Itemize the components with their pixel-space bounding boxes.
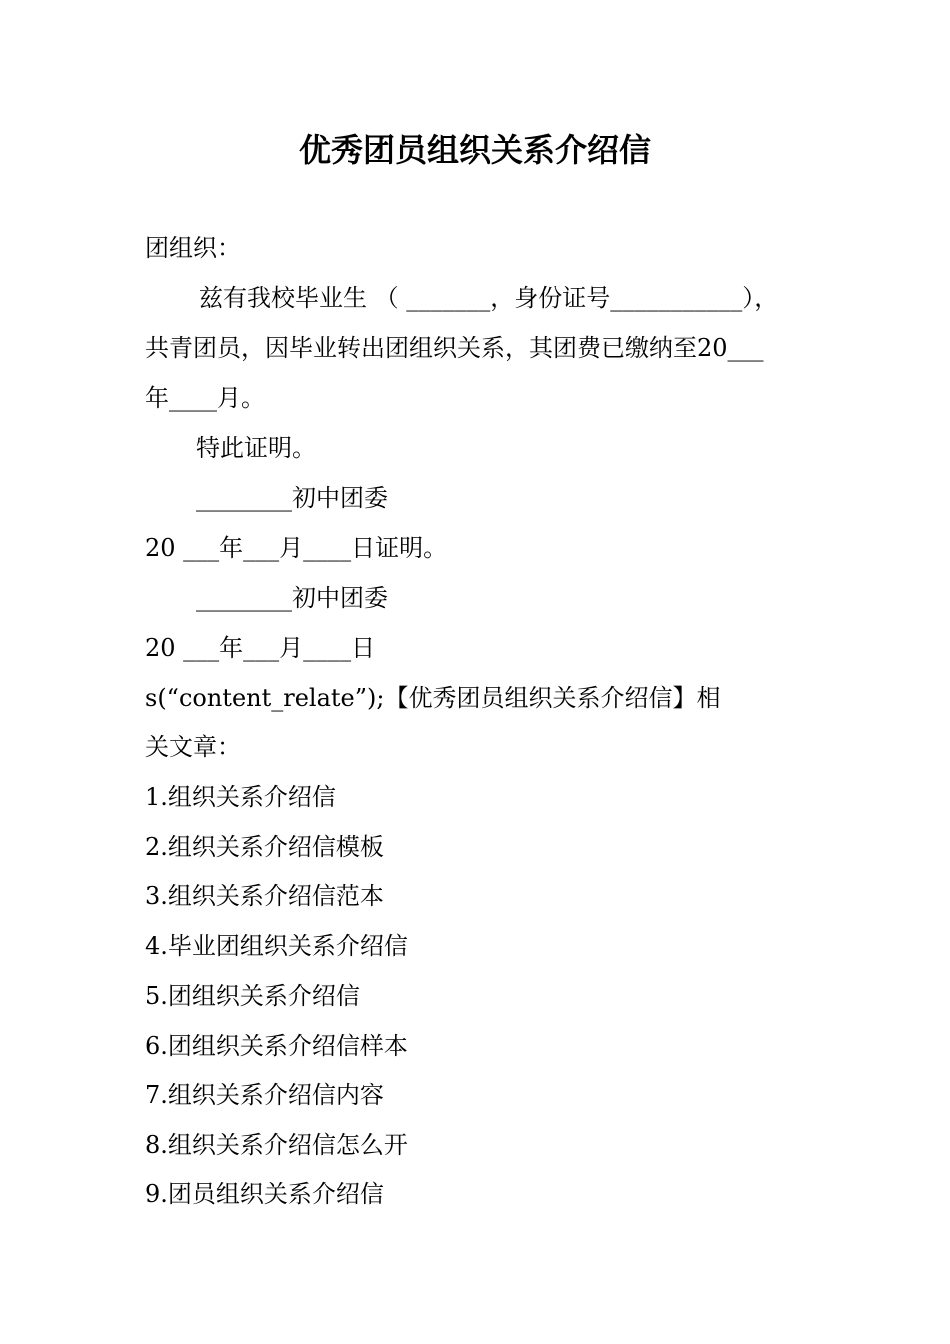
related-item-9[interactable]: 9.团员组织关系介绍信: [145, 1180, 384, 1208]
related-item-1[interactable]: 1.组织关系介绍信: [145, 783, 336, 811]
related-item-2[interactable]: 2.组织关系介绍信模板: [145, 833, 384, 861]
certify-text: 特此证明。: [196, 434, 316, 462]
salutation: 团组织：: [145, 234, 241, 262]
signature-org-1: ________初中团委: [196, 484, 388, 512]
paragraph-line-3: 年____月。: [145, 384, 265, 412]
related-heading-line-2: 关文章：: [145, 733, 241, 761]
related-item-4[interactable]: 4.毕业团组织关系介绍信: [145, 932, 408, 960]
paragraph-line-2: 共青团员，因毕业转出团组织关系，其团费已缴纳至20___: [145, 334, 764, 362]
related-item-6[interactable]: 6.团组织关系介绍信样本: [145, 1032, 408, 1060]
related-item-3[interactable]: 3.组织关系介绍信范本: [145, 882, 384, 910]
related-heading-line-1: s(“content_relate”);【优秀团员组织关系介绍信】相: [145, 684, 721, 712]
paragraph-line-1: 兹有我校毕业生 （ _______，身份证号___________），: [199, 284, 779, 312]
related-item-7[interactable]: 7.组织关系介绍信内容: [145, 1081, 384, 1109]
related-item-8[interactable]: 8.组织关系介绍信怎么开: [145, 1131, 408, 1159]
signature-date-2: 20 ___年___月____日: [145, 634, 376, 662]
related-item-5[interactable]: 5.团组织关系介绍信: [145, 982, 360, 1010]
signature-date-1: 20 ___年___月____日证明。: [145, 534, 448, 562]
signature-org-2: ________初中团委: [196, 584, 388, 612]
document-title: 优秀团员组织关系介绍信: [298, 131, 651, 169]
